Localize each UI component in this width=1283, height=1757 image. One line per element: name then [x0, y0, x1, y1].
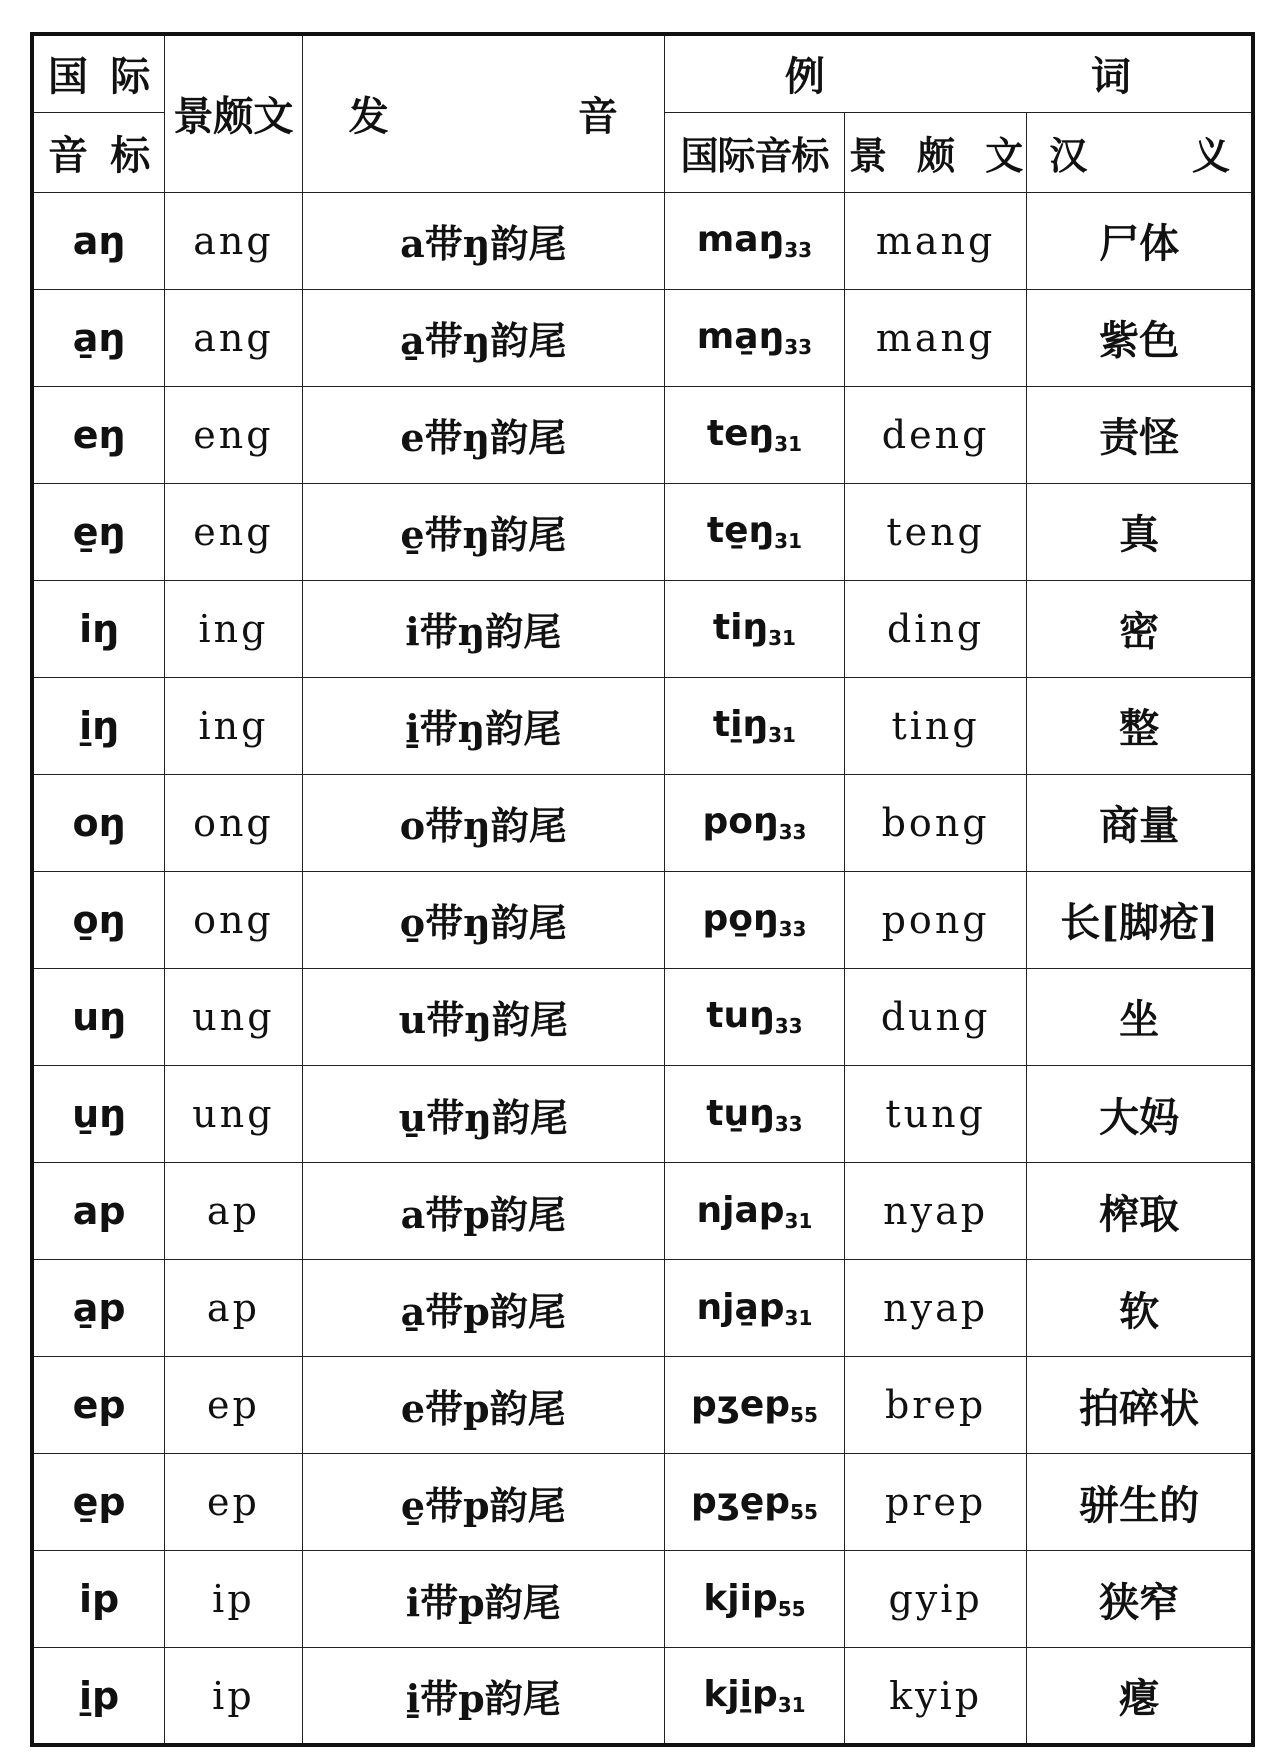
jingpo-cell: ep — [165, 1454, 302, 1551]
gloss-cell: 坐 — [1027, 968, 1253, 1065]
table-row — [32, 1551, 1253, 1648]
example-ipa-base: pʒe̱p — [691, 1480, 791, 1522]
example-ipa-base: teŋ — [706, 413, 775, 455]
tone-number: 31 — [784, 1305, 813, 1330]
tone-number: 31 — [784, 1208, 813, 1233]
example-jingpo-cell: ding — [844, 580, 1026, 677]
example-ipa-base: ma̱ŋ — [696, 316, 785, 358]
ipa-cell: o̱ŋ — [32, 871, 165, 968]
header-jingpo: 景颇文 — [165, 34, 302, 192]
pronunciation-cell: i̱带p韵尾 — [302, 1648, 664, 1745]
gloss-cell: 瘪 — [1027, 1648, 1253, 1745]
tone-number: 55 — [790, 1499, 818, 1524]
ipa-cell: ep — [32, 1357, 165, 1454]
example-ipa-base: tuŋ — [706, 995, 775, 1037]
example-ipa-cell — [664, 1357, 844, 1454]
gloss-cell: 密 — [1027, 580, 1253, 677]
gloss-cell: 大妈 — [1027, 1065, 1253, 1162]
jingpo-cell: ap — [165, 1260, 302, 1357]
example-ipa-cell — [664, 289, 844, 386]
example-ipa-base: tu̱ŋ — [706, 1092, 775, 1134]
tone-number: 33 — [774, 1111, 803, 1136]
table-row — [32, 871, 1253, 968]
example-ipa-base: tiŋ — [712, 607, 769, 649]
tone-number: 55 — [790, 1402, 818, 1427]
example-ipa-cell — [664, 871, 844, 968]
jingpo-cell: ang — [165, 192, 302, 289]
header-example-meaning — [1027, 112, 1253, 192]
example-ipa-base: kjip — [703, 1577, 778, 1619]
ipa-cell: e̱ŋ — [32, 483, 165, 580]
example-ipa-base: nja̱p — [696, 1286, 785, 1328]
example-jingpo-cell: nyap — [844, 1260, 1026, 1357]
tone-number: 33 — [778, 917, 807, 942]
example-jingpo-cell: deng — [844, 386, 1026, 483]
table-row — [32, 1357, 1253, 1454]
gloss-cell: 拍碎状 — [1027, 1357, 1253, 1454]
example-ipa-cell — [664, 1065, 844, 1162]
tone-number: 31 — [768, 626, 796, 651]
header-pron-char-1: 发 — [348, 93, 389, 141]
gloss-cell: 真 — [1027, 483, 1253, 580]
header-ipa-char-1: 国 — [48, 53, 88, 101]
example-jingpo-cell: bong — [844, 774, 1026, 871]
tone-number: 31 — [777, 1693, 806, 1718]
example-jingpo-cell: mang — [844, 192, 1026, 289]
table-row — [32, 289, 1253, 386]
pronunciation-cell: e̱带p韵尾 — [302, 1454, 664, 1551]
header-exj-char-3: 文 — [985, 132, 1023, 178]
jingpo-cell: ip — [165, 1551, 302, 1648]
header-examples-char-1: 例 — [784, 53, 825, 101]
table-row — [32, 1260, 1253, 1357]
table-row — [32, 1648, 1253, 1745]
jingpo-cell: ung — [165, 1065, 302, 1162]
tone-number: 33 — [784, 238, 813, 263]
pronunciation-cell: u带ŋ韵尾 — [302, 968, 664, 1065]
example-ipa-base: po̱ŋ — [702, 898, 779, 940]
example-ipa-cell — [664, 1454, 844, 1551]
table-row — [32, 1454, 1253, 1551]
header-examples — [664, 34, 1253, 112]
example-jingpo-cell: nyap — [844, 1163, 1026, 1260]
header-meaning-char-1: 汉 — [1049, 132, 1087, 178]
tone-number: 31 — [768, 723, 796, 748]
example-jingpo-cell: prep — [844, 1454, 1026, 1551]
example-ipa-cell — [664, 1163, 844, 1260]
pronunciation-cell: e带p韵尾 — [302, 1357, 664, 1454]
example-ipa-cell — [664, 677, 844, 774]
example-ipa-base: njap — [696, 1189, 785, 1231]
jingpo-cell: ing — [165, 580, 302, 677]
table-row — [32, 677, 1253, 774]
jingpo-cell: ip — [165, 1648, 302, 1745]
table-row — [32, 968, 1253, 1065]
ipa-cell: e̱p — [32, 1454, 165, 1551]
example-ipa-cell — [664, 580, 844, 677]
jingpo-cell: eng — [165, 386, 302, 483]
tone-number: 55 — [777, 1596, 806, 1621]
pronunciation-cell: u̱带ŋ韵尾 — [302, 1065, 664, 1162]
header-ipa-bottom — [32, 112, 165, 192]
pronunciation-cell: e带ŋ韵尾 — [302, 386, 664, 483]
jingpo-cell: ang — [165, 289, 302, 386]
pronunciation-cell: o̱带ŋ韵尾 — [302, 871, 664, 968]
example-jingpo-cell: ting — [844, 677, 1026, 774]
gloss-cell: 责怪 — [1027, 386, 1253, 483]
gloss-cell: 尸体 — [1027, 192, 1253, 289]
example-ipa-base: poŋ — [702, 801, 779, 843]
ipa-cell: a̱ŋ — [32, 289, 165, 386]
example-ipa-cell — [664, 1260, 844, 1357]
tone-number: 31 — [774, 529, 802, 554]
ipa-cell: i̱p — [32, 1648, 165, 1745]
header-ipa-char-2: 际 — [110, 53, 151, 101]
example-ipa-cell — [664, 968, 844, 1065]
jingpo-cell: eng — [165, 483, 302, 580]
pronunciation-cell: a̱带ŋ韵尾 — [302, 289, 664, 386]
gloss-cell: 长[脚疮] — [1027, 871, 1253, 968]
header-example-ipa: 国际音标 — [664, 112, 844, 192]
header-examples-char-2: 词 — [1091, 53, 1131, 101]
tone-number: 33 — [774, 1014, 803, 1039]
table-row — [32, 192, 1253, 289]
jingpo-cell: ing — [165, 677, 302, 774]
header-exj-char-1: 景 — [848, 132, 886, 178]
pronunciation-cell: a̱带p韵尾 — [302, 1260, 664, 1357]
example-jingpo-cell: tung — [844, 1065, 1026, 1162]
table-row — [32, 1065, 1253, 1162]
example-jingpo-cell: dung — [844, 968, 1026, 1065]
header-ipa-top — [32, 34, 165, 112]
jingpo-cell: ong — [165, 871, 302, 968]
example-ipa-base: ti̱ŋ — [712, 704, 769, 746]
jingpo-cell: ung — [165, 968, 302, 1065]
ipa-cell: a̱p — [32, 1260, 165, 1357]
example-ipa-cell — [664, 1551, 844, 1648]
tone-number: 31 — [774, 432, 802, 457]
example-jingpo-cell: pong — [844, 871, 1026, 968]
gloss-cell: 整 — [1027, 677, 1253, 774]
table-row — [32, 580, 1253, 677]
table-row — [32, 386, 1253, 483]
example-ipa-cell — [664, 192, 844, 289]
ipa-cell: uŋ — [32, 968, 165, 1065]
ipa-cell: u̱ŋ — [32, 1065, 165, 1162]
rhyme-table — [30, 32, 1255, 1747]
pronunciation-cell: a带p韵尾 — [302, 1163, 664, 1260]
example-jingpo-cell: kyip — [844, 1648, 1026, 1745]
pronunciation-cell: i带p韵尾 — [302, 1551, 664, 1648]
pronunciation-cell: e̱带ŋ韵尾 — [302, 483, 664, 580]
example-jingpo-cell: teng — [844, 483, 1026, 580]
ipa-cell: ap — [32, 1163, 165, 1260]
example-ipa-cell — [664, 774, 844, 871]
gloss-cell: 榨取 — [1027, 1163, 1253, 1260]
table-row — [32, 1163, 1253, 1260]
header-meaning-char-2: 义 — [1191, 132, 1229, 178]
example-jingpo-cell: gyip — [844, 1551, 1026, 1648]
ipa-cell: ip — [32, 1551, 165, 1648]
gloss-cell: 软 — [1027, 1260, 1253, 1357]
jingpo-cell: ap — [165, 1163, 302, 1260]
ipa-cell: aŋ — [32, 192, 165, 289]
jingpo-cell: ong — [165, 774, 302, 871]
example-jingpo-cell: mang — [844, 289, 1026, 386]
header-pronunciation — [302, 34, 664, 192]
header-ipa-char-4: 标 — [110, 131, 151, 179]
tone-number: 33 — [778, 820, 807, 845]
pronunciation-cell: a带ŋ韵尾 — [302, 192, 664, 289]
gloss-cell: 骈生的 — [1027, 1454, 1253, 1551]
example-ipa-cell — [664, 483, 844, 580]
example-ipa-cell — [664, 1648, 844, 1745]
example-ipa-cell — [664, 386, 844, 483]
ipa-cell: iŋ — [32, 580, 165, 677]
table-row — [32, 483, 1253, 580]
example-ipa-base: pʒep — [691, 1383, 791, 1425]
header-ipa-char-3: 音 — [48, 131, 88, 179]
header-pron-char-2: 音 — [577, 93, 618, 141]
table-row — [32, 774, 1253, 871]
jingpo-cell: ep — [165, 1357, 302, 1454]
ipa-cell: oŋ — [32, 774, 165, 871]
header-example-jingpo — [844, 112, 1026, 192]
example-ipa-base: te̱ŋ — [706, 510, 775, 552]
gloss-cell: 商量 — [1027, 774, 1253, 871]
pronunciation-cell: o带ŋ韵尾 — [302, 774, 664, 871]
gloss-cell: 紫色 — [1027, 289, 1253, 386]
ipa-cell: eŋ — [32, 386, 165, 483]
pronunciation-cell: i带ŋ韵尾 — [302, 580, 664, 677]
example-jingpo-cell: brep — [844, 1357, 1026, 1454]
ipa-cell: i̱ŋ — [32, 677, 165, 774]
tone-number: 33 — [784, 335, 813, 360]
pronunciation-cell: i̱带ŋ韵尾 — [302, 677, 664, 774]
example-ipa-base: maŋ — [696, 219, 785, 261]
gloss-cell: 狭窄 — [1027, 1551, 1253, 1648]
header-exj-char-2: 颇 — [917, 132, 955, 178]
example-ipa-base: kji̱p — [703, 1674, 778, 1716]
